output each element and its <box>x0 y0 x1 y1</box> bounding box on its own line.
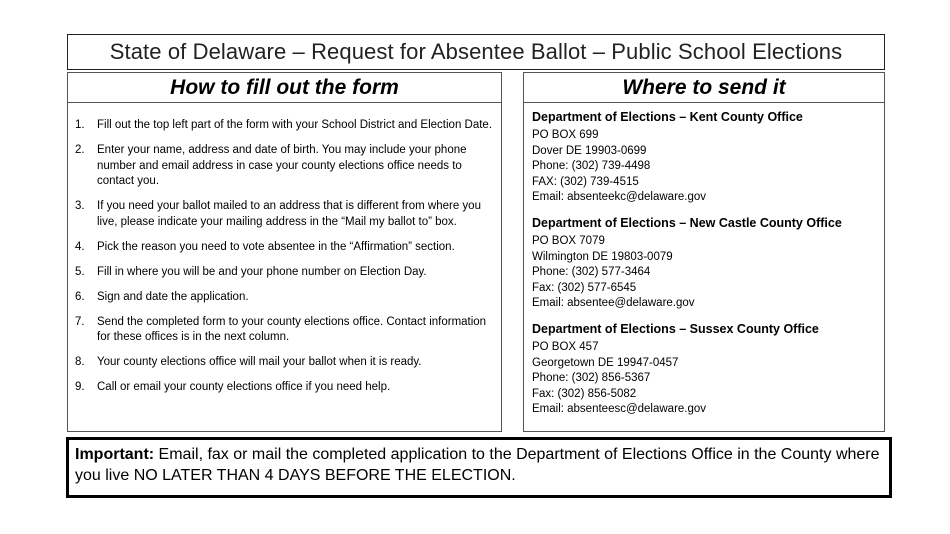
office-po-box: PO BOX 699 <box>532 129 599 141</box>
step-text: Sign and date the application. <box>97 290 249 303</box>
step-number: 1. <box>75 119 85 131</box>
step-item <box>75 199 495 230</box>
office-phone: Phone: (302) 856-5367 <box>532 372 651 384</box>
office-phone: Phone: (302) 577-3464 <box>532 266 651 278</box>
step-number: 6. <box>75 290 85 303</box>
office-phone: Phone: (302) 739-4498 <box>532 160 651 172</box>
step-number: 2. <box>75 144 85 156</box>
step-item <box>75 118 495 134</box>
office-fax: Fax: (302) 856-5082 <box>532 387 637 400</box>
step-item <box>75 355 495 371</box>
instructions-panel <box>67 102 502 432</box>
office-email: Email: absenteekc@delaware.gov <box>532 191 707 203</box>
step-text: Call or email your county elections office if you need help. <box>97 381 391 393</box>
office-email: Email: absenteesc@delaware.gov <box>532 403 707 415</box>
office-city: Georgetown DE 19947-0457 <box>532 356 679 369</box>
important-label: Important: <box>75 446 155 463</box>
office-name: Department of Elections – Kent County Office <box>532 110 803 124</box>
office-name: Department of Elections – Sussex County Office <box>532 322 819 336</box>
office-po-box: PO BOX 7079 <box>532 235 605 247</box>
step-item <box>75 380 495 396</box>
offices-panel <box>523 102 885 432</box>
step-text: Enter your name, address and date of birth. You may include your phone number and email address in case your county elections office needs to contact you. <box>97 144 467 187</box>
office-email: Email: absentee@delaware.gov <box>532 297 695 309</box>
step-text: Your county elections office will mail your ballot when it is ready. <box>97 356 422 368</box>
office-sussex <box>532 321 877 418</box>
important-text: Email, fax or mail the completed application to the Department of Elections Office in the County where you live NO LATER THAN 4 DAYS BEFORE THE ELECTION. <box>75 446 880 484</box>
office-fax: FAX: (302) 739-4515 <box>532 175 639 188</box>
important-notice <box>66 437 892 498</box>
step-text: If you need your ballot mailed to an address that is different from where you live, please indicate your mailing address in the “Mail my ballot to” box. <box>97 200 481 228</box>
step-text: Fill in where you will be and your phone number on Election Day. <box>97 265 427 278</box>
office-po-box: PO BOX 457 <box>532 341 599 353</box>
office-fax: Fax: (302) 577-6545 <box>532 281 637 294</box>
office-kent <box>532 109 877 206</box>
step-number: 5. <box>75 265 85 278</box>
office-name: Department of Elections – New Castle County Office <box>532 216 842 230</box>
office-new-castle <box>532 215 877 312</box>
step-number: 4. <box>75 240 85 253</box>
step-item <box>75 240 495 256</box>
instructions-heading: How to fill out the form <box>67 72 502 103</box>
office-city: Wilmington DE 19803-0079 <box>532 250 673 263</box>
office-city: Dover DE 19903-0699 <box>532 144 647 157</box>
step-text: Fill out the top left part of the form with your School District and Election Date. <box>97 119 493 131</box>
step-item <box>75 315 495 346</box>
step-number: 9. <box>75 381 85 393</box>
page-title: State of Delaware – Request for Absentee Ballot – Public School Elections <box>67 34 885 70</box>
step-item <box>75 265 495 281</box>
offices-heading: Where to send it <box>523 72 885 103</box>
step-number: 3. <box>75 200 85 212</box>
step-item <box>75 143 495 190</box>
step-text: Pick the reason you need to vote absentee in the “Affirmation” section. <box>97 240 455 253</box>
step-item <box>75 290 495 306</box>
step-number: 8. <box>75 356 85 368</box>
step-number: 7. <box>75 315 85 328</box>
instructions-list <box>75 118 495 405</box>
step-text: Send the completed form to your county elections office. Contact information for these offices is in the next column. <box>97 315 487 343</box>
